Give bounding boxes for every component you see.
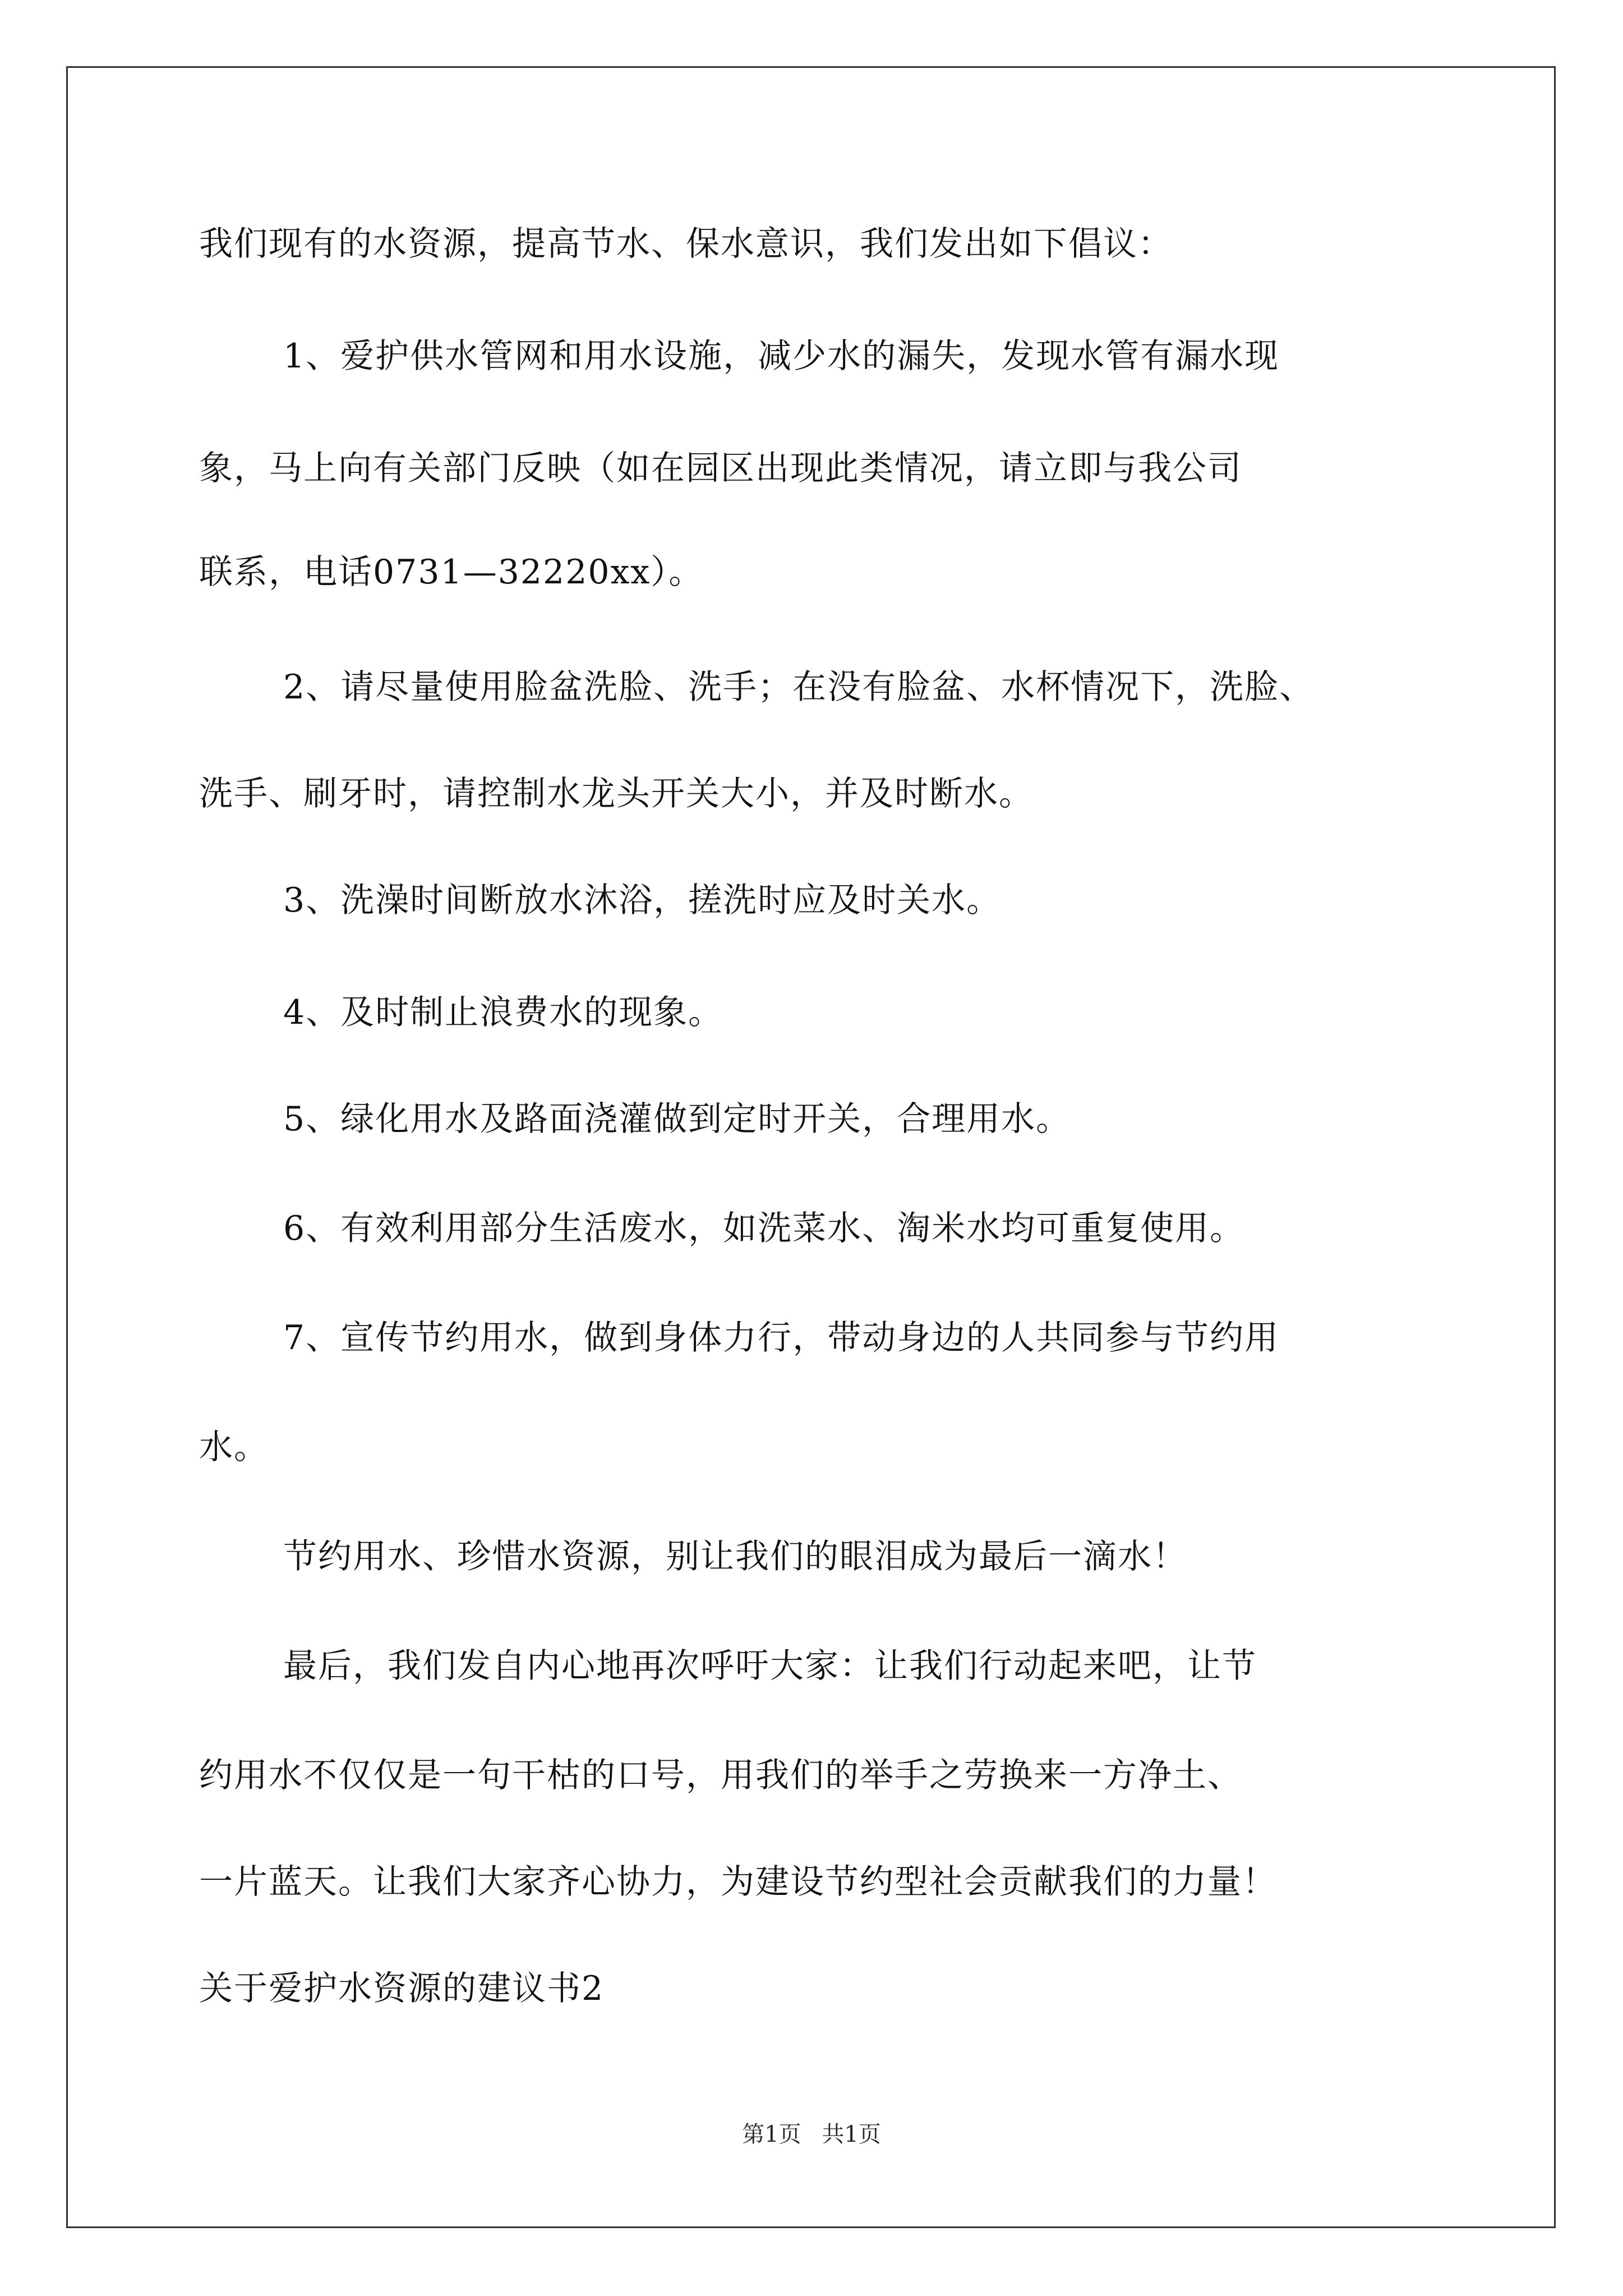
text-line: 6、有效利用部分生活废水，如洗菜水、淘米水均可重复使用。 [283, 1209, 1245, 1248]
text-line: 7、宣传节约用水，做到身体力行，带动身边的人共同参与节约用 [283, 1318, 1280, 1358]
text-line: 2、请尽量使用脸盆洗脸、洗手；在没有脸盆、水杯情况下，洗脸、 [283, 668, 1315, 707]
text-line: 联系，电话0731—32220xx）。 [199, 553, 704, 592]
section-heading: 关于爱护水资源的建议书2 [199, 1969, 605, 2008]
text-line: 一片蓝天。让我们大家齐心协力，为建设节约型社会贡献我们的力量！ [199, 1862, 1277, 1902]
text-line: 5、绿化用水及路面浇灌做到定时开关，合理用水。 [283, 1099, 1071, 1139]
text-line: 水。 [199, 1428, 269, 1467]
page-number: 第1页 [742, 2122, 801, 2147]
page-footer [0, 2120, 1623, 2148]
text-line: 1、爱护供水管网和用水设施，减少水的漏失，发现水管有漏水现 [283, 337, 1280, 376]
text-line: 我们现有的水资源，提高节水、保水意识，我们发出如下倡议： [199, 224, 1173, 264]
page-total: 共1页 [822, 2122, 881, 2147]
text-line: 节约用水、珍惜水资源，别让我们的眼泪成为最后一滴水！ [283, 1537, 1187, 1576]
text-line: 4、及时制止浪费水的现象。 [283, 993, 723, 1032]
text-line: 约用水不仅仅是一句干枯的口号，用我们的举手之劳换来一方净土、 [199, 1756, 1242, 1795]
text-line: 洗手、刷牙时，请控制水龙头开关大小，并及时断水。 [199, 774, 1034, 813]
text-line: 最后，我们发自内心地再次呼吁大家：让我们行动起来吧，让节 [283, 1646, 1257, 1686]
text-line: 象，马上向有关部门反映（如在园区出现此类情况，请立即与我公司 [199, 449, 1242, 488]
text-line: 3、洗澡时间断放水沐浴，搓洗时应及时关水。 [283, 881, 1002, 920]
